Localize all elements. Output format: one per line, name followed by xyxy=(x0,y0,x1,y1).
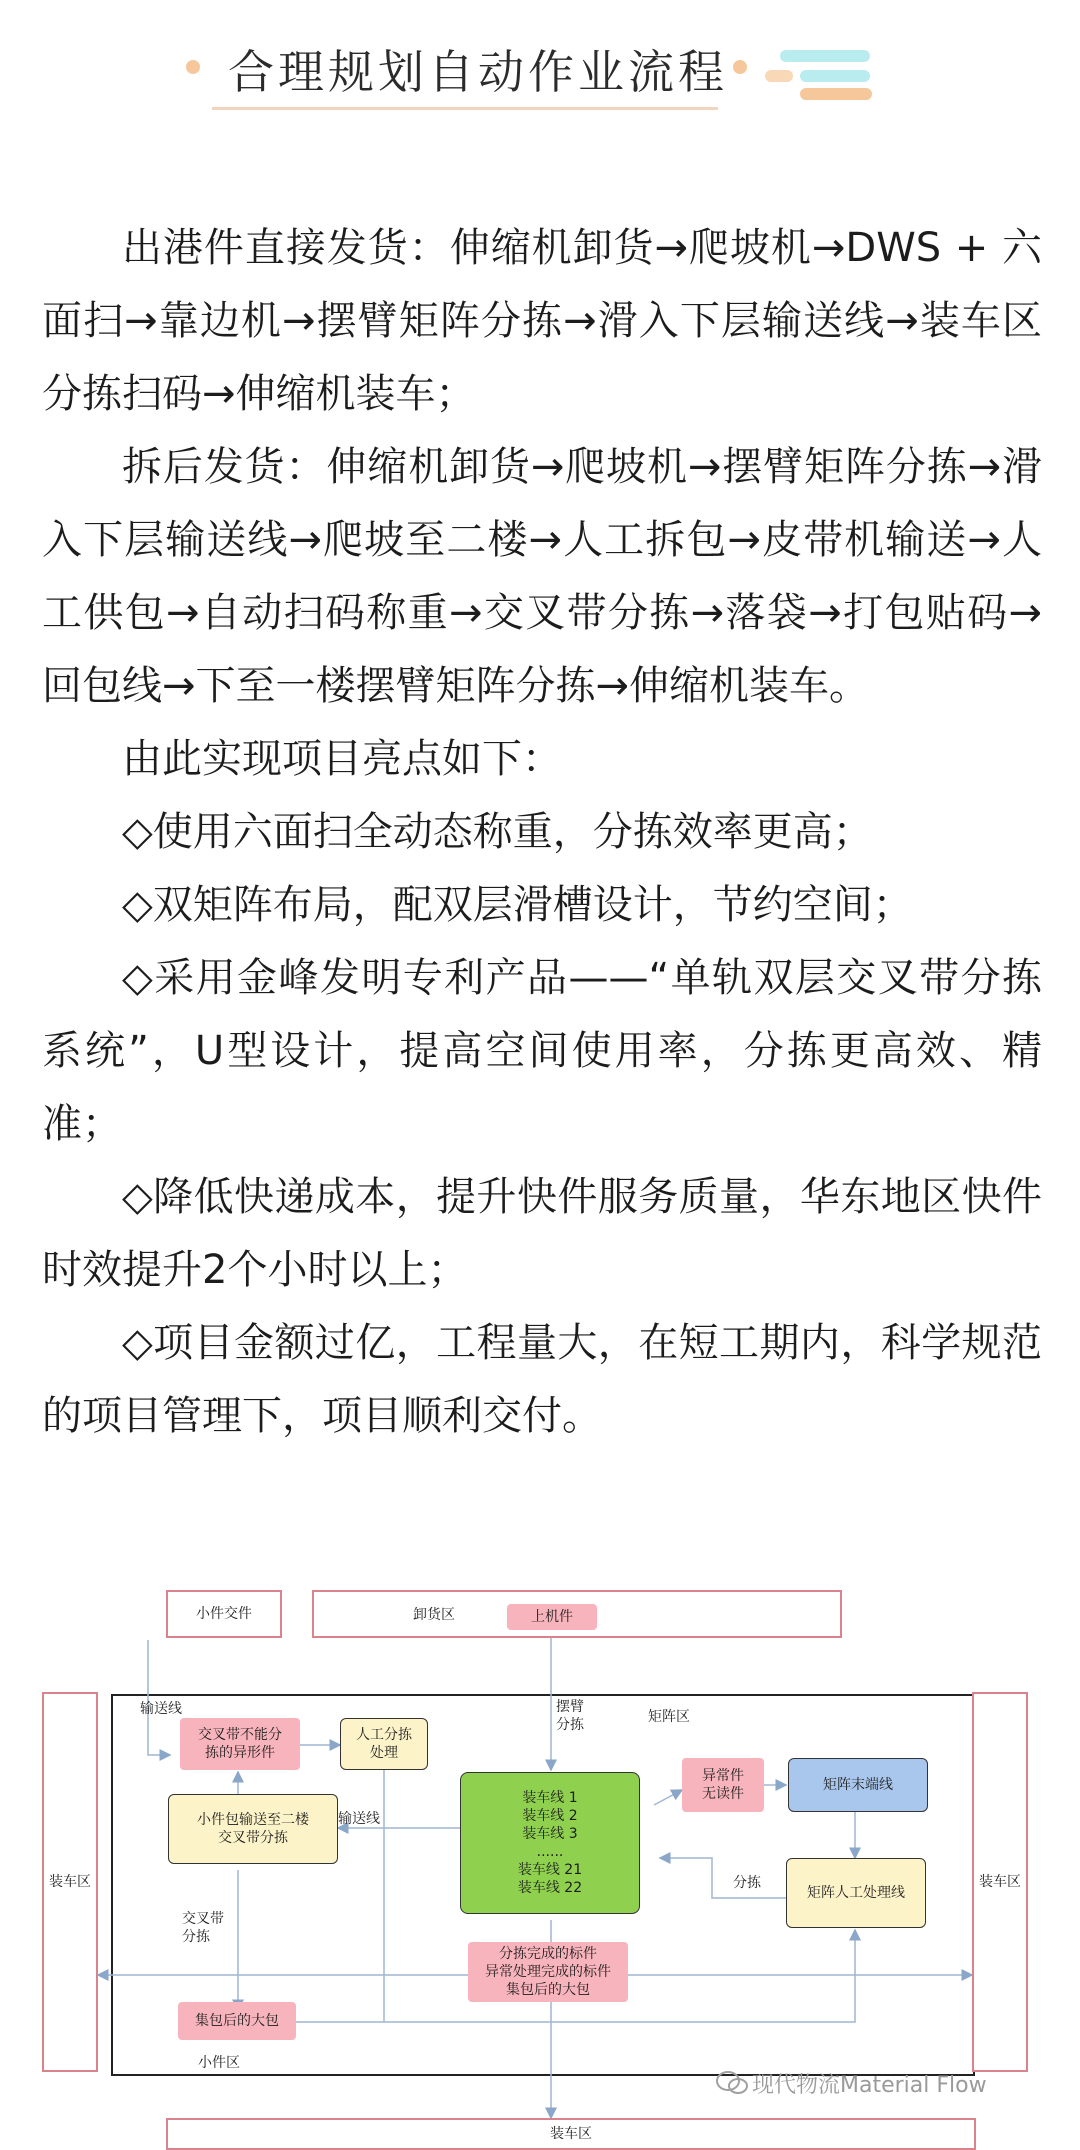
conveyor-label: 输送线 xyxy=(140,1701,182,1717)
matrix-manual-line-box xyxy=(786,1858,926,1928)
matrix-end-line-label: 矩阵末端线 xyxy=(823,1777,893,1793)
paragraph: 拆后发货：伸缩机卸货→爬坡机→摆臂矩阵分拣→滑入下层输送线→爬坡至二楼→人工拆包→皮带机输送→人工供包→自动扫码称重→交叉带分拣→落袋→打包贴码→回包线→下至一楼摆臂矩阵分拣→伸缩机装车。 xyxy=(42,444,1042,709)
sort-label: 分拣 xyxy=(733,1875,761,1891)
paragraph: 由此实现项目亮点如下： xyxy=(122,736,562,782)
loading-bottom-box xyxy=(166,2118,976,2150)
matrix-area-label: 矩阵区 xyxy=(648,1709,690,1725)
paragraph: ◇双矩阵布局，配双层滑槽设计，节约空间； xyxy=(122,882,913,928)
paragraph: ◇降低快递成本，提升快件服务质量，华东地区快件时效提升2个小时以上； xyxy=(42,1174,1042,1293)
loading-left-box xyxy=(42,1692,98,2072)
matrix-manual-line-label: 矩阵人工处理线 xyxy=(807,1885,905,1901)
flow-diagram xyxy=(0,1590,1080,2150)
conveyor-label-2: 输送线 xyxy=(338,1811,380,1827)
title-underline xyxy=(212,107,718,110)
wechat-icon xyxy=(715,2070,749,2096)
loading-line-label: 装车线 2 xyxy=(522,1808,578,1824)
loading-left-label: 装车区 xyxy=(49,1874,91,1890)
decor-dot-right xyxy=(733,60,747,74)
small-delivery-label: 小件交件 xyxy=(196,1606,252,1622)
loading-line-label: 装车线 1 xyxy=(522,1790,578,1806)
small-package-box xyxy=(168,1794,338,1864)
decor-bar xyxy=(800,88,872,100)
loading-right-label: 装车区 xyxy=(979,1874,1021,1890)
small-package-label: 小件包输送至二楼 交叉带分拣 xyxy=(197,1812,309,1846)
loading-line-label: ...... xyxy=(536,1844,564,1860)
small-delivery-box xyxy=(166,1590,282,1638)
decor-bar xyxy=(800,70,870,82)
loading-line-label: 装车线 3 xyxy=(522,1826,578,1842)
decor-bar xyxy=(780,50,870,62)
loading-line-label: 装车线 21 xyxy=(517,1862,583,1878)
loading-bottom-label: 装车区 xyxy=(550,2126,592,2142)
paragraph: ◇项目金额过亿，工程量大，在短工期内，科学规范的项目管理下，项目顺利交付。 xyxy=(42,1320,1042,1439)
cross-belt-sort-label: 交叉带 分拣 xyxy=(182,1911,224,1945)
cross-belt-irregular-label: 交叉带不能分 拣的异形件 xyxy=(198,1727,282,1761)
loading-right-box xyxy=(972,1692,1028,2072)
sorted-items-label: 分拣完成的标件 异常处理完成的标件 集包后的大包 xyxy=(485,1946,611,1998)
cross-belt-irregular-box xyxy=(180,1718,300,1770)
article-body xyxy=(42,212,1042,1453)
big-bag-box xyxy=(178,2002,296,2040)
paragraph: ◇采用金峰发明专利产品——“单轨双层交叉带分拣系统”，U型设计，提高空间使用率，分拣更高效、精准； xyxy=(42,955,1042,1147)
abnormal-item-label: 异常件 无读件 xyxy=(702,1768,744,1802)
small-item-area-label: 小件区 xyxy=(198,2055,240,2071)
sorted-items-box xyxy=(468,1942,628,2002)
loading-line-label: 装车线 22 xyxy=(517,1880,583,1896)
paragraph: ◇使用六面扫全动态称重，分拣效率更高； xyxy=(122,809,873,855)
watermark-text: 现代物流Material Flow xyxy=(752,2073,987,2098)
unload-area-label: 卸货区 xyxy=(413,1607,455,1623)
header xyxy=(0,0,1080,130)
decor-bar xyxy=(765,70,793,82)
swing-arm-label: 摆臂 分拣 xyxy=(556,1699,584,1733)
on-machine-box xyxy=(507,1604,597,1630)
page-title: 合理规划自动作业流程 xyxy=(228,45,728,99)
decor-dot-left xyxy=(186,60,200,74)
paragraph: 出港件直接发货：伸缩机卸货→爬坡机→DWS + 六面扫→靠边机→摆臂矩阵分拣→滑入下层输送线→装车区分拣扫码→伸缩机装车； xyxy=(42,225,1042,417)
on-machine-label: 上机件 xyxy=(531,1609,573,1625)
manual-sort-box xyxy=(340,1718,428,1770)
manual-sort-label: 人工分拣 处理 xyxy=(356,1727,412,1761)
loading-lines-box xyxy=(460,1772,640,1914)
big-bag-label: 集包后的大包 xyxy=(195,2013,279,2029)
abnormal-item-box xyxy=(682,1758,764,1812)
matrix-end-line-box xyxy=(788,1758,928,1812)
